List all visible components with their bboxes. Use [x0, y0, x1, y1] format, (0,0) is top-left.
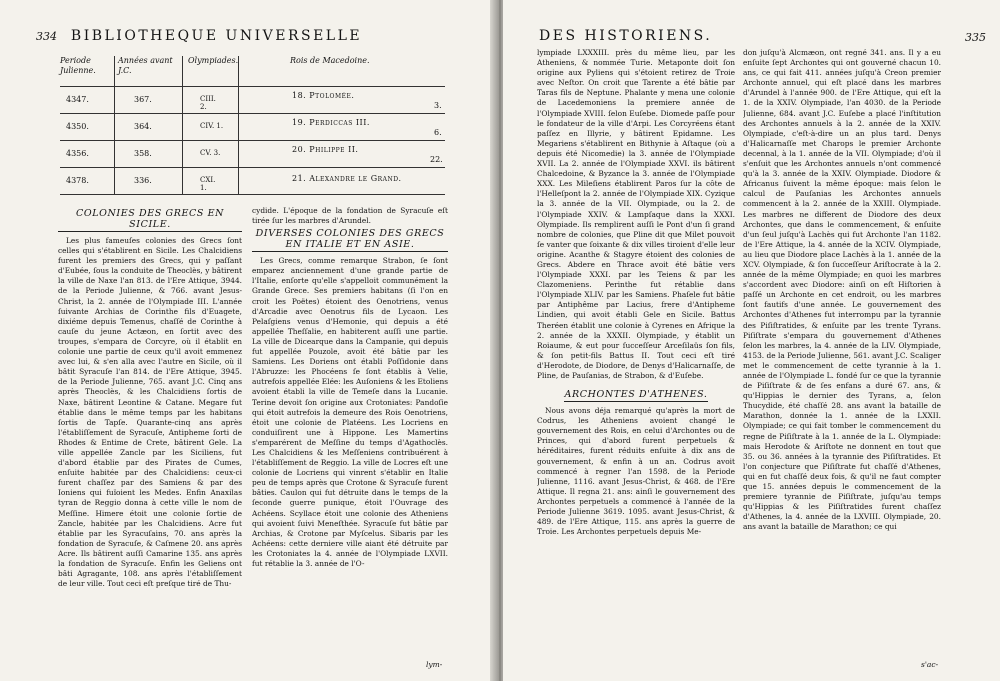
cell-year: 367.	[134, 95, 152, 104]
left-running-title: BIBLIOTHEQUE UNIVERSELLE	[70, 28, 363, 44]
paragraph-sicile: Les plus fameuſes colonies des Grecs ſont celles qui s'établirent en Sicile. Les Chalcidiens furent les premiers des Grecs, qui y paſſant d'Eubée, ſous la conduite de Theoclès, y bâtirent la ville de Naxe l'an 813. de l'Ere Attique, 3944. de la Periode Julienne, & 766. avant Jesus-Christ, la 2. année de l'Olympiade III. L'année ſuivante Archias de Corinthe fils d'Euagete, dixiéme depuis Temenus, chaſſé de Corinthe à cauſe du jeune Actæon, en ſortit avec des troupes, s'empara de Corcyre, où il établit en colonie une partie de ceux qu'il avoit emmenez avec lui, & s'en alla avec l'autre en Sicile, où il bâtit Syracuſe l'an 814. de l'Ere Attique, 3945. de la Periode Julienne, 765. avant J.C. Cinq ans après Theoclès, & les Chalcidiens ſortis de Naxe, bâtirent Leontine & Catane. Megare fut établie dans le même temps par les habitans ſortis de Tapſe. Quarante-cinq ans après l'établiſſement de Syracuſe, Antipheme ſorti de Rhodes & Entime de Crete, bâtirent Gele. La ville appellée Zancle par les Siciliens, fut d'abord établie par des Pirates de Cumes, enſuite habitée par des Chalcidiens: ceux-ci furent chaſſez par des Samiens & par des Ioniens qui fuïoient les Medes. Enfin Anaxilas tyran de Reggio donna à cette ville le nom de Meſſine. Himere étoit une colonie ſortie de Zancle, habitée par les Chalcidiens. Acre fut établie par les Syracuſains, 70. ans après la fondation de Syracuſe, & Caſmene 20. ans après Acre. Ils bâtirent auſſi Camarine 135. ans après la fondation de Syracuſe. Enfin les Geliens ont bâti Agragante, 108. ans après l'établiſſement de leur ville. Tout ceci eſt preſque tiré de Thu-	[58, 236, 242, 589]
table-row	[60, 167, 445, 195]
cell-period: 4356.	[66, 149, 89, 158]
cell-king: 21. Alexandre le Grand.	[292, 174, 402, 183]
cell-reign: 6.	[434, 128, 442, 137]
left-running-head	[36, 28, 362, 44]
right-column-1	[537, 48, 735, 668]
table-row	[60, 140, 445, 167]
cell-year: 364.	[134, 122, 152, 131]
left-page-number: 334	[36, 30, 57, 43]
cell-period: 4350.	[66, 122, 89, 131]
table-row	[60, 113, 445, 140]
paragraph-colonies-continued: lympiade LXXXIII. près du même lieu, par les Atheniens, & nommée Turie. Metaponte doit ſon origine aux Pyliens qui s'étoient retirez de Troie avec Neſtor. On croit que Tarente a été bâtie par Taras fils de Neptune. Phalante y mena une colonie de Lacedemoniens la premiere année de l'Olympiade XVIII. ſelon Euſebe. Diomede paſſe pour le fondateur de la ville d'Arpi. Les Corcyréens étant paſſez en Illyrie, y bâtirent Epidamne. Les Megariens s'établirent en Bithynie à Aſtaque (où a depuis été Nicomedie) la 3. année de l'Olympiade XVII. La 2. année de l'Olympiade XXVI. ils bâtirent Chalcedoine, & Byzance la 3. année de l'Olympiade XXX. Les Mileſiens établirent Paros ſur la côte de l'Helleſpont la 2. année de l'Olympiade XIX. Cyzique la 3. année de la VII. Olympiade, ou la 2. de l'Olympiade XXIV. & Lampſaque dans la XXXI. Olympiade. Ils remplirent auſſi le Pont d'un ſi grand nombre de colonies, que Pline dit que Milet pouvoit ſe vanter que ſoixante & dix villes tiroient d'elle leur origine. Acanthe & Stagyre étoient des colonies de Grecs. Abdere en Thrace avoit été bâtie vers l'Olympiade XXXI. par les Teiens & par les Clazomeniens. Perinthe fut rétablie dans l'Olympiade XLIV. par les Samiens. Phaſele fut bâtie par Antiphême par Lacius, frere d'Antipheme Lindien, qui avoit établi Gele en Sicile. Battus Theréen établit une colonie à Cyrenes en Afrique la 2. année de la XXXII. Olympiade, y établit un Roiaume, & eut pour ſucceſſeur Arceſilaüs ſon fils, & ſon petit-fils Battus II. Tout ceci eſt tiré d'Herodote, de Diodore, de Denys d'Halicarnaſſe, de Pline, de Pauſanias, de Strabon, & d'Euſebe.	[537, 48, 735, 380]
section-heading-sicile: COLONIES DES GRECS EN SICILE.	[58, 208, 242, 232]
left-column-1	[58, 206, 242, 656]
left-column-2	[252, 206, 448, 658]
right-running-title: DES HISTORIENS.	[539, 28, 713, 44]
header-olympiades: Olympiades.	[188, 56, 239, 65]
cell-period: 4378.	[66, 176, 89, 185]
left-page	[0, 0, 497, 681]
cell-year: 358.	[134, 149, 152, 158]
left-catchword: lym-	[426, 660, 443, 669]
paragraph-italie-asie: Les Grecs, comme remarque Strabon, ſe ſont emparez anciennement d'une grande partie de l'Italie, enſorte qu'elle s'appelloit communément la Grande Grece. Ses premiers habitans (ſi l'on en croit les Poëtes) étoient des Oenotriens, venus d'Arcadie avec Oenotrus fils de Lycaon. Les Pelaſgiens venus d'Hemonie, qui depuis a été appellée Theſſalie, en habiterent auſſi une partie. La ville de Dicearque dans la Campanie, qui depuis fut appellée Pouzole, avoit été bâtie par les Samiens. Les Doriens ont établi Poſſidonie dans l'Abruzze: les Phocéens ſe ſont établis à Velie, autrefois appellée Elée: les Auſoniens & les Etoliens avoient établi la ville de Temeſe dans la Lucanie. Terine devoit ſon origine aux Crotoniates: Pandoſie qui étoit autrefois la demeure des Rois Oenotriens, étoit une colonie de Platéens. Les Locriens en conduiſirent une à Hippone. Les Mamertins s'emparérent de Meſſine du temps d'Agathoclès. Les Chalcidiens & les Meſſeniens contribuérent à l'établiſſement de Reggio. La ville de Locres eſt une colonie de Locriens qui vinrent s'établir en Italie peu de temps après que Crotone & Syracuſe furent bâties. Caulon qui fut détruite dans le temps de la ſeconde guerre punique, étoit l'Ouvrage des Achéens. Scyllace étoit une colonie des Atheniens qui avoient ſuivi Meneſthée. Syracuſe fut bâtie par Archias, & Crotone par Myſcelus. Sibaris par les Achéens: cette derniere ville aiant été détruite par les Crotoniates la 4. année de l'Olympiade LXVII. fut rétablie la 3. année de l'O-	[252, 256, 448, 568]
chronology-table-header	[60, 56, 445, 86]
paragraph-continuation: cydide. L'époque de la fondation de Syracuſe eſt tirée ſur les marbres d'Arundel.	[252, 206, 448, 226]
cell-reign: 22.	[430, 155, 443, 164]
right-page-number: 335	[965, 31, 986, 44]
cell-king: 19. Perdiccas III.	[292, 118, 370, 127]
cell-king: 20. Philippe II.	[292, 145, 359, 154]
right-catchword: s'ac-	[921, 660, 939, 669]
cell-year: 336.	[134, 176, 152, 185]
chronology-table	[60, 56, 445, 195]
cell-olympiad: CXI. 1.	[200, 176, 216, 192]
cell-olympiad: CIV. 1.	[200, 122, 224, 130]
cell-king: 18. Ptolomée.	[292, 91, 355, 100]
header-rois-de-macedoine: Rois de Macedoine.	[290, 56, 370, 65]
paragraph-archontes-continued: don juſqu'à Alcmæon, ont regné 341. ans. Il y a eu enſuite ſept Archontes qui ont gouverné chacun 10. ans, ce qui fait 411. années juſqu'à Creon premier Archonte annuel, qui eſt placé dans les marbres d'Arundel à l'année 900. de l'Ere Attique, qui eſt la 1. de la XXIV. Olympiade, l'an 4030. de la Periode Julienne, 684. avant J.C. Euſebe a placé l'inſtitution des Archontes annuels à la 2. année de la XXIV. Olympiade, c'eſt-à-dire un an plus tard. Denys d'Halicarnaſſe met Charops le premier Archonte decennal, à la 1. année de la VII. Olympiade; d'où il s'enſuit que les Archontes annuels n'ont commencé qu'à la 3. année de la XXIV. Olympiade. Diodore & Africanus ſuivent la même époque: mais ſelon le calcul de Pauſanias les Archontes annuels commencent à la 2. année de la XXIII. Olympiade. Les marbres ne different de Diodore des deux Archontes, que dans le commencement, & enſuite d'un ſeul juſqu'à Lachès qui fut Archonte l'an 1182. de l'Ere Attique, la 4. année de la XCIV. Olympiade, au lieu que Diodore place Lachès à la 1. année de la XCV. Olympiade, & ſon ſucceſſeur Ariſtocrate à la 2. année de la même Olympiade; en quoi les marbres s'accordent avec Diodore: ainſi on eſt Hiſtorien à paſſé un Archonte en cet endroit, ou les marbres ſont fautifs d'une année. Le gouvernement des Archontes d'Athenes fut interrompu par la tyrannie des Piſiſtratides, & enſuite par les trente Tyrans. Piſiſtrate s'empara du gouvernement d'Athenes ſelon les marbres, la 4. année de la LIV. Olympiade, 4153. de la Periode Julienne, 561. avant J.C. Scaliger met le commencement de cette tyrannie à la 1. année de l'Olympiade L. fondé ſur ce que la tyrannie de Piſiſtrate & de ſes enfans a duré 67. ans, & qu'Hippias le dernier des Tyrans, a, ſelon Thucydide, été chaſſé 28. ans avant la bataille de Marathon, donnée la 1. année de la LXXII. Olympiade; ce qui fait tomber le commencement du regne de Piſiſtrate à la 1. année de la L. Olympiade: mais Herodote & Ariſtote ne donnent en tout que 35. ou 36. années à la tyrannie des Piſiſtratides. Et l'on conjecture que Piſiſtrate fut chaſſé d'Athenes, qui en fut chaſſé deux fois, & qu'il ne faut compter que 15. années depuis le commencement de la premiere tyrannie de Piſiſtrate, juſqu'au temps qu'Hippias & les Piſiſtratides furent chaſſez d'Athenes, la 4. année de la LXVIII. Olympiade, 20. ans avant la bataille de Marathon; ce qui	[743, 48, 941, 532]
header-periode-julienne: Periode Julienne.	[60, 56, 96, 75]
table-row	[60, 86, 445, 113]
cell-reign: 3.	[434, 101, 442, 110]
section-heading-archontes: ARCHONTES D'ATHENES.	[564, 389, 708, 401]
paragraph-archontes: Nous avons déja remarqué qu'après la mort de Codrus, les Atheniens avoient changé le gouvernement des Rois, en celui d'Archontes ou de Princes, qui d'abord furent perpetuels & héréditaires, furent réduits enſuite à dix ans de gouvernement, & enfin à un an. Codrus avoit commencé à regner l'an 1598. de la Periode Julienne, 1116. avant Jesus-Christ, & 468. de l'Ere Attique. Il regna 21. ans: ainſi le gouvernement des Archontes perpetuels a commencé à l'année de la Periode Julienne 3619. 1095. avant Jesus-Christ, & 489. de l'Ere Attique, 115. ans après la guerre de Troie. Les Archontes perpetuels depuis Me-	[537, 406, 735, 537]
cell-period: 4347.	[66, 95, 89, 104]
right-column-2	[743, 48, 941, 658]
header-annees-avant-jc: Années avant J.C.	[118, 56, 173, 75]
cell-olympiad: CV. 3.	[200, 149, 221, 157]
cell-olympiad: CIII. 2.	[200, 95, 216, 111]
section-heading-italie-asie: DIVERSES COLONIES DES GRECS EN ITALIE ET EN ASIE.	[252, 228, 448, 252]
right-page	[503, 0, 1000, 681]
